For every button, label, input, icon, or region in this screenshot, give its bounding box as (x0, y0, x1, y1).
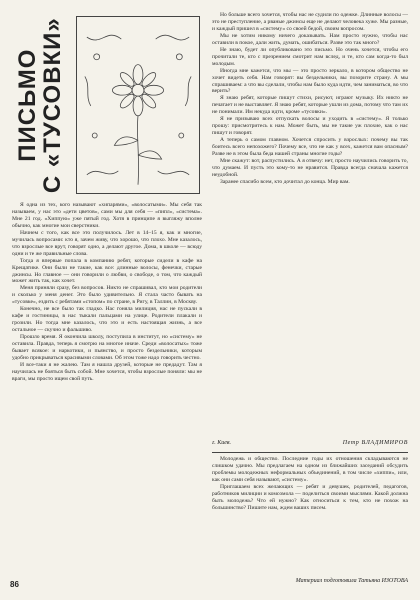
paragraph: Но больше всего хочется, чтобы нас не судили по одежке. Длинные волосы — это не преступление, а рваные джинсы еще не делают человека хуже. Мы разные, и каждый пришел в «систему» со своей бедой, своим вопросом. (212, 12, 408, 32)
paragraph: Я одна из тех, кого называют «хипарями», «волосатыми». Мы себя так называем, у нас это «дети цветов», сами мы для себя — «пипл», «система». Мне 21 год. «Хиппую» уже пятый год. Хотя в принципе я выгляжу вполне обычно, как многие мои сверстники. (12, 202, 202, 229)
paragraph: Мы не хотим никому ничего доказывать. Нам просто нужно, чтобы нас оставили в покое, дали жить, думать, ошибаться. Разве это так много? (212, 32, 408, 46)
paragraph: Тогда я впервые попала в компанию ребят, которые сидели в кафе на Крещатике. Они были не такие, как все: длинные волосы, фенечки, старые джинсы. Но главное — они говорили о любви, о свободе, о том, что каждый может жить так, как хочет. (12, 257, 202, 285)
title-block (12, 12, 202, 198)
paragraph: Начнем с того, как все это получилось. Лет в 14–15 я, как и многие, мучилась вопросами: кто я, зачем живу, что хорошо, что плохо. Мне казалось, что взрослые все врут, говорят одно, а делают другое. Дома, в школе — всюду одни и те же правильные слова. (12, 229, 202, 257)
paragraph: Не знаю, будет ли опубликовано это письмо. Но очень хочется, чтобы его прочитали те, кто с презрением смотрит нам вслед, и те, кто сам когда-то был молодым. (212, 46, 408, 67)
paragraph: Меня приняли сразу, без вопросов. Никто не спрашивал, кто мои родители и сколько у меня денег. Это было удивительно. Я стала часто бывать на «тусовке», ездить с ребятами «стопом» по стране, в Ригу, в Таллин, в Москву. (12, 285, 202, 306)
paragraph: Я знаю ребят, которые пишут стихи, рисуют, играют музыку. Их никто не печатает и не выставляет. Я знаю ребят, которые ушли из дома, потому что там их не понимали. Им некуда идти, кроме «тусовки». (212, 95, 408, 116)
page-number: 86 (10, 580, 19, 589)
paragraph: Я не призываю всех отпускать волосы и уходить в «систему». Я только прошу: присмотритесь к нам. Может быть, мы не такие уж плохие, как о нас пишут и говорят. (212, 116, 408, 137)
title-line-2: С «ТУСОВКИ» (39, 17, 67, 193)
signature-city: г. Киев. (212, 440, 232, 446)
paragraph: Заранее спасибо всем, кто дочитал до конца. Мир вам. (220, 178, 350, 185)
flower-ornament-illustration (76, 16, 200, 194)
letter-signature (212, 440, 408, 450)
paragraph: Приглашаем всех желающих — ребят и девушек, родителей, педагогов, работников милиции и комсомола — поделиться своими мыслями. Какой должна быть молодежь? Что ей нужно? Как относиться к тем, кто не похож на большинство? Пишите нам, ждем ваших писем. (212, 483, 408, 511)
editorial-note (212, 456, 408, 576)
paragraph: Прошло время. Я окончила школу, поступила в институт, но «систему» не оставила. Правда, теперь я смотрю на многое иначе. Среди «волосатых» тоже бывает всякое: и наркотики, и пьянство, и просто бездельники, которым удобно прикрываться красивыми словами. Об этом тоже надо говорить честно. (12, 334, 202, 361)
paragraph: Мне скажут: вот, распустились. А я отвечу: нет, просто научились говорить то, что думаем. И пусть это кому-то не нравится. Правда всегда сначала кажется неудобной. (212, 158, 408, 178)
paragraph: Иногда мне кажется, что мы — это просто зеркало, в котором общество не хочет видеть себя. Нам говорят: вы бездельники, вы позорите страну. А мы спрашиваем: а что вы сделали, чтобы нам было куда идти, чем заниматься, во что верить? (212, 67, 408, 95)
article-title (12, 12, 68, 198)
article-text-right (212, 12, 408, 440)
divider (212, 452, 408, 453)
article-text-left (12, 202, 202, 564)
signature-author: Петр ВЛАДИМИРОВ (342, 440, 408, 446)
paragraph: А теперь о самом главном. Хочется спросить у взрослых: почему вы так боитесь всего непохожего? Почему все, что не как у всех, кажется вам опасным? Разве не в этом была беда нашей страны многие годы? (212, 137, 408, 158)
paragraph: И все-таки я не жалею. Там я нашла друзей, которые не предадут. Там я научилась не бояться быть собой. Мне хочется, чтобы взрослые поняли: мы не враги, мы просто ищем свой путь. (12, 361, 202, 382)
author-credit: Материал подготовила Татьяна ИЗОТОВА (295, 578, 408, 584)
paragraph: Конечно, не все было так гладко. Нас гоняла милиция, нас не пускали в кафе и гостиницы, в нас тыкали пальцами на улице. Родители плакали и грозили. Но тогда мне казалось, что это и есть настоящая жизнь, а все остальное — скучно и фальшиво. (12, 306, 202, 334)
paragraph: Молодежь и общество. Последние годы их отношения складываются не слишком удачно. Мы предлагаем на одном из ближайших заседаний обсудить проблемы молодежных неформальных объединений, в том числе «хиппи», или, как они сами себя называют, «систему». (212, 456, 408, 483)
title-line-1: ПИСЬМО (13, 48, 41, 162)
flower-icon (77, 17, 199, 193)
